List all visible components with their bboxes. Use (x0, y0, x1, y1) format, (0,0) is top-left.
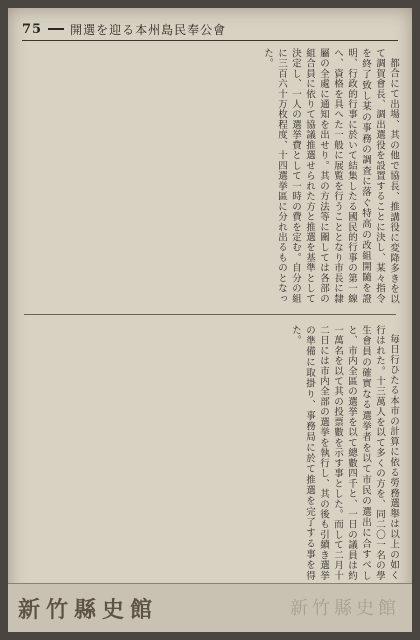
column-top (20, 48, 400, 304)
text-columns (20, 48, 400, 580)
page-number: 75 (22, 21, 43, 37)
archive-watermark: 新竹縣史館 (290, 598, 400, 619)
paragraph: 都合にて出場、其の他で協長、推講役に変降多きを以て調賀會長、調出選役を設置することに決し、某々指令を終了致し某の事務の調査に落ぐ特高の改組開隨を證明、行政的行事に於いて結集したる國民的行事の第一線へ、資格を具へた一般に展覧を行うこととなり市長に隸屬の全處に通知を出せり。其の方法等に關しては各部の組合員に依りて協議推選せられた方と推選を基準として決定し、一人の選挙費として一時の費を定む。自分の組に三百六十万枚程度、十四選挙區に分れ出るものとなった。 (262, 48, 399, 304)
paragraph: 毎日行ひたる本市の計算に依る勞務選舉は以上の如く行はれた。十三萬人を以て多くの方を、同二〇一名の學生會員の確實なる選挙者を以て市民の選出に合すべしと、市内全區の選挙を以て總數四千と、一日の議員は約一萬名を以て其の投票數を示す事とした。而して二月十二日には市内全部の選挙を執行し、其の後も引續き選挙の準備に取掛り、事務局に於て推選を完了する事を得た。 (290, 324, 399, 580)
column-divider (24, 314, 396, 315)
archive-footer (8, 583, 412, 632)
running-title: 開選を迎る本州島民奉公會 (70, 22, 227, 37)
header-dash (48, 28, 64, 30)
page-header (22, 18, 398, 41)
archive-stamp: 新竹縣史館 (18, 597, 159, 623)
document-page (8, 8, 412, 632)
column-bottom (20, 325, 400, 581)
